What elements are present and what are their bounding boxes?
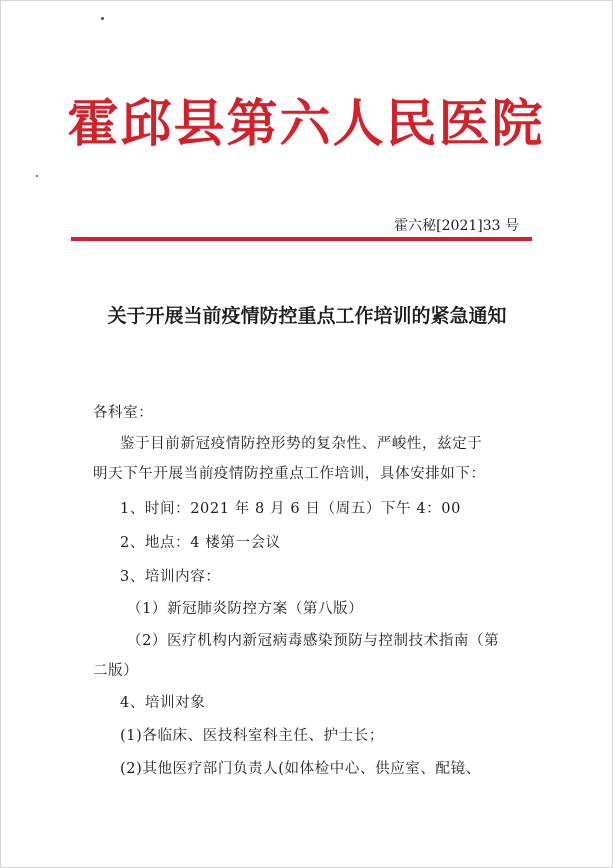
organization-letterhead: 霍邱县第六人民医院 [67, 94, 545, 154]
intro-line: 明天下午开展当前疫情防控重点工作培训，具体安排如下： [93, 466, 486, 482]
list-item-time: 1、时间：2021 年 8 月 6 日（周五）下午 4：00 [120, 501, 461, 517]
content-subitem-continued: 二版） [93, 663, 139, 679]
salutation: 各科室： [93, 405, 154, 421]
list-item-content: 3、培训内容： [120, 569, 221, 585]
list-item-location: 2、地点：4 楼第一会议 [120, 535, 281, 551]
audience-subitem: (1)各临床、医技科室科主任、护士长； [120, 728, 384, 744]
content-subitem: （2）医疗机构内新冠病毒感染预防与控制技术指南（第 [127, 633, 500, 649]
scan-speck [36, 175, 38, 177]
list-item-audience: 4、培训对象 [120, 695, 206, 711]
notice-title: 关于开展当前疫情防控重点工作培训的紧急通知 [107, 305, 507, 327]
document-number: 霍六秘[2021]33 号 [394, 218, 519, 234]
audience-subitem: (2)其他医疗部门负责人(如体检中心、供应室、配镜、 [120, 761, 481, 777]
content-subitem: （1）新冠肺炎防控方案（第八版） [127, 601, 364, 617]
intro-line: 鉴于目前新冠疫情防控形势的复杂性、严峻性，兹定于 [120, 436, 483, 452]
letterhead-red-rule [71, 237, 532, 241]
scan-speck [101, 17, 104, 20]
